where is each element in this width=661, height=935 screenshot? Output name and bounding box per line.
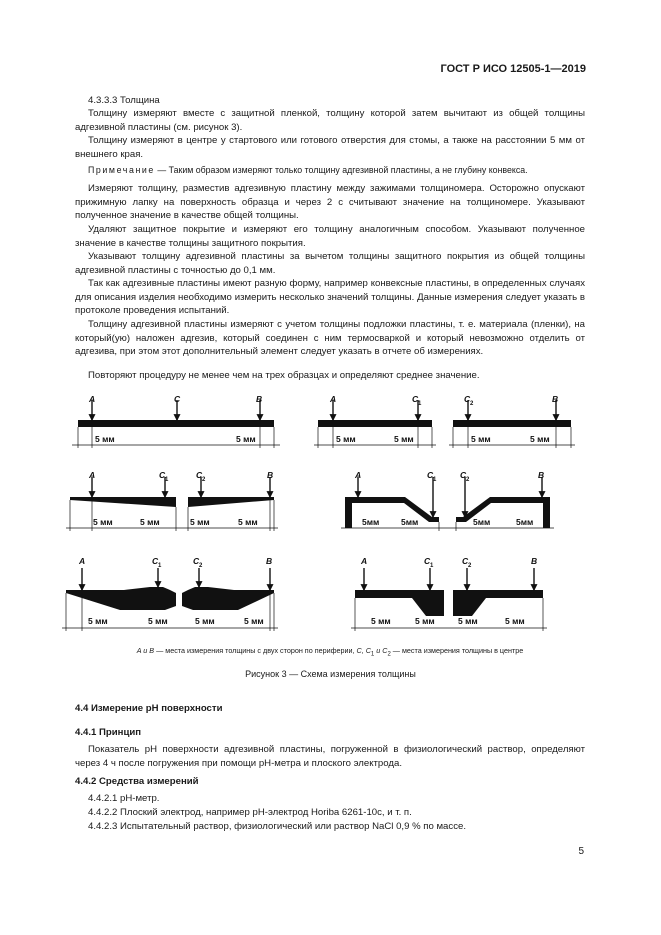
dim-5mm: 5 мм [238,517,258,527]
diagram-flat-plate-halves [314,394,575,448]
diagram-stepped-plate [341,470,554,531]
paragraph-4-4-1: Показатель pH поверхности адгезивной пластины, погруженной в физиологический раствор, определяют через 4 ч после погружения при помощи pH-метра и плоского электрода. [75,744,585,769]
diagram-block-plate [351,556,547,631]
label-b: B [552,394,559,404]
legend-text-1: — места измерения толщины с двух сторон по периферии, [154,646,357,655]
label-c: C [174,394,181,404]
label-b: B [256,394,263,404]
note [75,164,585,178]
figure-caption: Рисунок 3 — Схема измерения толщины [245,669,416,679]
section-title-4-3-3-3: 4.3.3.3 Толщина [88,95,160,106]
label-a: A [355,470,362,480]
page-number: 5 [578,846,584,857]
label-c2: C [462,556,469,566]
paragraph-4: Удаляют защитное покрытие и измеряют его толщину аналогичным способом. Указывают полученное значение в качестве толщины защитного покрытия. [75,224,585,249]
label-b: B [267,470,274,480]
label-sub-1: 1 [165,477,169,483]
paragraph-6: Так как адгезивные пластины имеют разную форму, например конвексные пластины, в определенных случаях для описания изделия необходимо измерить несколько значений толщины. Данные измерения следует указать в протоколе проведения испытаний. [75,278,585,316]
dim-5mm: 5мм [362,517,380,527]
section-title-4-4-1: 4.4.1 Принцип [75,727,142,738]
legend-c: C, C [356,646,371,655]
legend-sub-2: 2 [387,651,391,658]
label-sub-2: 2 [466,477,470,483]
label-sub-2: 2 [202,477,206,483]
label-sub-1: 1 [418,401,422,407]
dim-5mm: 5мм [401,517,419,527]
label-c2: C [196,470,203,480]
paragraph-2: Толщину измеряют в центре у стартового или готового отверстия для стомы, а также на расстоянии 5 мм от внешнего края. [75,135,585,160]
document-header: ГОСТ Р ИСО 12505-1—2019 [440,63,586,75]
label-a: A [89,470,96,480]
legend-text-2: — места измерения толщины в центре [390,646,524,655]
legend-and-c: и C [374,646,388,655]
label-b: B [531,556,538,566]
dim-5mm: 5 мм [530,434,550,444]
label-c1: C [427,470,434,480]
label-sub-1: 1 [430,563,434,569]
label-b: B [538,470,545,480]
dim-5mm: 5 мм [190,517,210,527]
note-text: — Таким образом измеряют только толщину адгезивной пластины, а не глубину конвекса. [154,165,528,175]
label-c2: C [460,470,467,480]
label-c2: C [193,556,200,566]
dim-5mm: 5 мм [458,616,478,626]
dim-5mm: 5 мм [140,517,160,527]
item-4-4-2-1: 4.4.2.1 pH-метр. [88,793,160,804]
label-c1: C [424,556,431,566]
dim-5mm-left: 5 мм [95,434,115,444]
paragraph-8: Повторяют процедуру не менее чем на трех образцах и определяют среднее значение. [88,370,480,381]
dim-5mm: 5 мм [88,616,108,626]
label-a: A [89,394,96,404]
label-c1: C [159,470,166,480]
dim-5mm: 5 мм [244,616,264,626]
dim-5mm: 5 мм [148,616,168,626]
diagram-convex-plate [62,556,278,631]
diagram-tapered-plate [66,470,278,531]
label-a: A [330,394,337,404]
section-title-4-4-2: 4.4.2 Средства измерений [75,776,199,787]
diagram-flat-plate [72,394,280,448]
label-sub-2: 2 [470,401,474,407]
legend-sub-1: 1 [370,651,375,658]
item-4-4-2-2: 4.4.2.2 Плоский электрод, например pH-электрод Horiba 6261-10c, и т. п. [88,807,412,818]
label-sub-2: 2 [468,563,472,569]
dim-5mm: 5 мм [505,616,525,626]
label-b: B [266,556,273,566]
label-sub-1: 1 [433,477,437,483]
label-sub-1: 1 [158,563,162,569]
label-sub-2: 2 [199,563,203,569]
dim-5mm: 5мм [516,517,534,527]
label-c1: C [152,556,159,566]
section-title-4-4: 4.4 Измерение pH поверхности [75,703,223,714]
note-label: Примечание [88,165,155,175]
dim-5mm: 5 мм [336,434,356,444]
label-c1: C [412,394,419,404]
label-a: A [361,556,368,566]
paragraph-5: Указывают толщину адгезивной пластины за вычетом толщины защитного покрытия из общей толщины адгезивной пластины с точностью до 0,1 мм. [75,251,585,276]
dim-5mm: 5 мм [93,517,113,527]
dim-5mm: 5 мм [471,434,491,444]
figure-legend [75,646,585,657]
label-a: A [79,556,86,566]
label-c2: C [464,394,471,404]
legend-ab: A и B [136,646,155,655]
dim-5mm: 5 мм [415,616,435,626]
paragraph-7: Толщину адгезивной пластины измеряют с учетом толщины подложки пластины, т. е. материала (пленки), на который(ую) наложен адгезив, который соединен с ним термосваркой и который невозможно отделить от адгезива, при этом этот дополнительный элемент следует указать в отчете об измерениях. [75,319,585,357]
dim-5mm: 5 мм [195,616,215,626]
dim-5mm-right: 5 мм [236,434,256,444]
dim-5mm: 5 мм [394,434,414,444]
figure-3-thickness-scheme [0,385,661,647]
paragraph-1: Толщину измеряют вместе с защитной пленкой, толщину которой затем вычитают из общей толщины адгезивной пластины (см. рисунок 3). [75,108,585,133]
dim-5mm: 5мм [473,517,491,527]
paragraph-3: Измеряют толщину, разместив адгезивную пластину между зажимами толщиномера. Осторожно опускают прижимную лапку на поверхность образца и через 2 с считывают значение на толщиномере. Указывают полученное значение в качестве общей толщины. [75,183,585,221]
item-4-4-2-3: 4.4.2.3 Испытательный раствор, физиологический или раствор NaCl 0,9 % по массе. [88,821,466,832]
dim-5mm: 5 мм [371,616,391,626]
